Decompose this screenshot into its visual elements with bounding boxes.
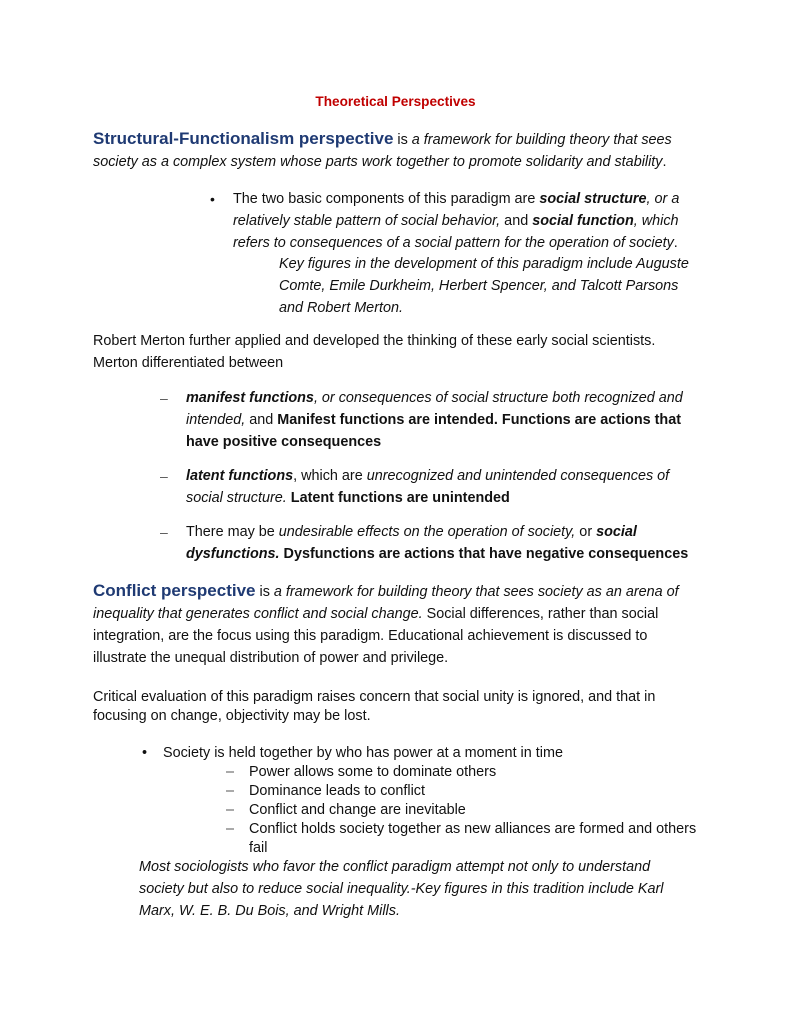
manifest-functions-item [160,387,705,453]
conflict-sub-item [226,801,706,820]
sub-item-text: Power allows some to dominate others [249,764,497,780]
lf-text-1: , which are [293,468,367,484]
conflict-is: is [255,584,274,600]
dash-icon: – [226,783,235,799]
conflict-heading: Conflict perspective [93,581,256,600]
conflict-sub-item [226,820,706,858]
conflict-paragraph [93,580,698,669]
sub-item-text: Dominance leads to conflict [249,783,425,799]
sf-period: . [662,154,667,170]
conflict-rest: Social differences, rather than social integration, are the focus using this paradigm. Educational achievement is discussed to illustrate the unequal distribution of power and privilege. [93,606,659,666]
sf-is: is [393,132,412,148]
conflict-key-figures: Most sociologists who favor the conflict paradigm attempt not only to understand society but also to reduce social inequality.-Key figures in this tradition include Karl Marx, W. E. B. Du Bois, and Wright Mills. [139,859,664,919]
components-text [233,188,700,254]
components-text-2: , or [646,191,672,207]
dash-icon: – [226,802,235,818]
latent-functions-note: Latent functions are unintended [286,490,510,506]
page-title: Theoretical Perspectives [315,94,476,109]
manifest-functions-term: manifest functions [186,390,314,406]
bullet-icon: • [210,191,215,207]
sub-item-text: Conflict holds society together as new alliances are formed and others fail [249,821,697,856]
social-structure-term: social structure [539,191,647,207]
merton-paragraph: Robert Merton further applied and developed the thinking of these early social scientists. Merton differentiated between [93,333,656,371]
mf-text-1: , or [313,390,339,406]
sf-key-figures: Key figures in the development of this paradigm include Auguste Comte, Emile Durkheim, Herbert Spencer, and Talcott Parsons and Robert Merton. [279,256,689,316]
dash-icon: – [226,821,235,837]
manifest-functions-definition: consequences of social structure both recognized and intended, [186,390,683,428]
social-function-term: social function [532,213,634,229]
components-text-3: and [500,213,533,229]
structural-functionalism-heading: Structural-Functionalism perspective [93,129,394,148]
manifest-functions-note: Manifest functions are intended. Functions are actions that have positive consequences [186,412,682,450]
latent-functions-item [160,465,705,509]
dysfunctions-note: Dysfunctions are actions that have negative consequences [279,546,689,562]
social-structure-definition: a relatively stable pattern of social behavior, [233,191,680,229]
critical-evaluation-paragraph: Critical evaluation of this paradigm raises concern that social unity is ignored, and that in focusing on change, objectivity may be lost. [93,689,656,724]
conflict-definition: a framework for building theory that sees society as an arena of inequality that generates conflict and social change. [93,584,679,622]
social-function-definition: consequences of a social pattern for the operation of society [289,235,674,251]
latent-functions-definition: unrecognized and unintended consequences of social structure. [186,468,670,506]
dysfunctions-term: social dysfunctions. [186,524,637,562]
dys-text-1: There may be [186,524,279,540]
sub-item-text: Conflict and change are inevitable [249,802,466,818]
dysfunctions-definition: undesirable effects on the operation of society, [278,524,576,540]
components-text-4: , which refers to [233,213,679,251]
structural-functionalism-paragraph [93,128,708,173]
sf-definition: a framework for building theory that sees society as a complex system whose parts work together to promote solidarity and stability [93,132,672,170]
mf-text-2: and [245,412,278,428]
components-bullet [210,188,700,254]
dash-icon: – [160,524,168,540]
society-bullet [142,744,702,763]
dysfunctions-item [160,521,705,565]
conflict-sub-item [226,782,706,801]
dash-icon: – [160,390,168,406]
dys-text-2: or [575,524,597,540]
dash-icon: – [160,468,168,484]
dash-icon: – [226,764,235,780]
bullet-icon: • [142,745,148,761]
components-text-1: The two basic components of this paradigm are [233,191,540,207]
conflict-sub-item [226,763,706,782]
components-text-5: . [673,235,678,251]
society-bullet-text: Society is held together by who has power at a moment in time [163,745,563,761]
latent-functions-term: latent functions [186,468,294,484]
